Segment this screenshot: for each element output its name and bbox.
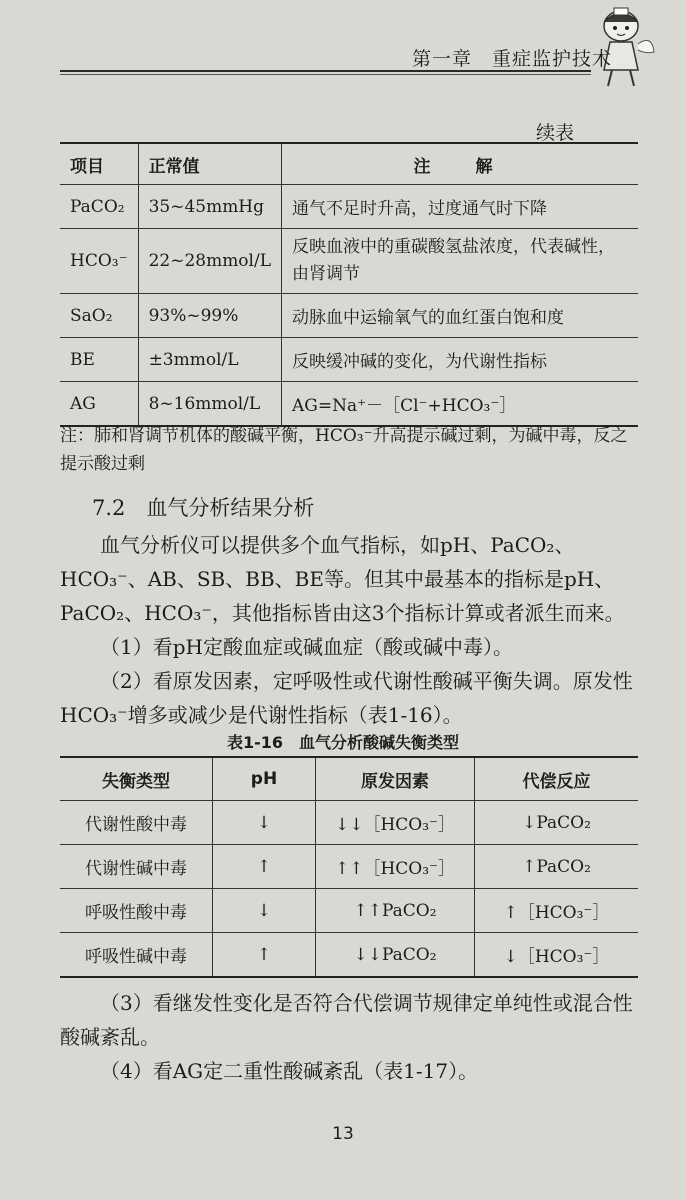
table-row [60,229,638,294]
table-caption: 表1-16 血气分析酸碱失衡类型 [226,733,460,752]
column-header-type: 失衡类型 [60,757,213,801]
cell-compensation: ↑［HCO₃⁻］ [475,889,639,933]
cell-note: AG=Na⁺－［Cl⁻+HCO₃⁻］ [282,382,639,427]
column-header-note: 注 解 [282,143,639,185]
column-header-item: 项目 [60,143,138,185]
table-row [60,889,638,933]
table-continued-label: 续表 [536,122,575,144]
column-header-ph: pH [213,757,316,801]
paragraph: （1）看pH定酸血症或碱血症（酸或碱中毒）。 [100,635,513,659]
acid-base-imbalance-table [60,756,638,978]
table-row [60,845,638,889]
cell-note: 反映缓冲碱的变化，为代谢性指标 [282,338,639,382]
header-rule-thin [60,74,591,75]
cell-normal: 22~28mmol/L [138,229,281,294]
header-rule [60,70,591,72]
cell-normal: 35~45mmHg [138,185,281,229]
cell-primary: ↑↑［HCO₃⁻］ [316,845,475,889]
cell-item: AG [60,382,138,427]
cell-normal: 93%~99% [138,294,281,338]
cell-type: 呼吸性酸中毒 [60,889,213,933]
cell-item: PaCO₂ [60,185,138,229]
cell-type: 呼吸性碱中毒 [60,933,213,978]
cell-type: 代谢性酸中毒 [60,801,213,845]
paragraph: 血气分析仪可以提供多个血气指标，如pH、PaCO₂、HCO₃⁻、AB、SB、BB、BE等。但其中最基本的指标是pH、PaCO₂、HCO₃⁻，其他指标皆由这3个指标计算或者派生而来。 [60,533,625,625]
section-title: 7.2 血气分析结果分析 [92,496,315,520]
column-header-primary: 原发因素 [316,757,475,801]
table-row [60,338,638,382]
paragraph: （3）看继发性变化是否符合代偿调节规律定单纯性或混合性酸碱紊乱。 [60,991,633,1049]
cell-ph: ↑ [213,933,316,978]
cell-item: SaO₂ [60,294,138,338]
cell-primary: ↓↓PaCO₂ [316,933,475,978]
cell-compensation: ↑PaCO₂ [475,845,639,889]
column-header-compensation: 代偿反应 [475,757,639,801]
cell-primary: ↑↑PaCO₂ [316,889,475,933]
cell-note: 反映血液中的重碳酸氢盐浓度，代表碱性，由肾调节 [282,229,639,294]
cell-type: 代谢性碱中毒 [60,845,213,889]
cell-normal: 8~16mmol/L [138,382,281,427]
paragraph: （2）看原发因素，定呼吸性或代谢性酸碱平衡失调。原发性HCO₃⁻增多或减少是代谢性指标（表1-16）。 [60,669,633,727]
table-header-row [60,143,638,185]
page-number: 13 [332,1124,354,1144]
cell-compensation: ↓PaCO₂ [475,801,639,845]
table-row [60,382,638,427]
cell-item: HCO₃⁻ [60,229,138,294]
column-header-normal: 正常值 [138,143,281,185]
cell-note: 通气不足时升高，过度通气时下降 [282,185,639,229]
cell-ph: ↑ [213,845,316,889]
table-footnote: 注：肺和肾调节机体的酸碱平衡，HCO₃⁻升高提示碱过剩，为碱中毒，反之提示酸过剩 [60,426,628,474]
table-row [60,801,638,845]
table-header-row [60,757,638,801]
cell-compensation: ↓［HCO₃⁻］ [475,933,639,978]
cell-normal: ±3mmol/L [138,338,281,382]
paragraph: （4）看AG定二重性酸碱紊乱（表1-17）。 [100,1059,479,1083]
table-row [60,933,638,978]
blood-gas-indicator-table [60,142,638,427]
cell-primary: ↓↓［HCO₃⁻］ [316,801,475,845]
cell-note: 动脉血中运输氧气的血红蛋白饱和度 [282,294,639,338]
cell-ph: ↓ [213,889,316,933]
chapter-header: 第一章 重症监护技术 [412,48,613,70]
table-row [60,294,638,338]
table-row [60,185,638,229]
cell-item: BE [60,338,138,382]
cell-ph: ↓ [213,801,316,845]
